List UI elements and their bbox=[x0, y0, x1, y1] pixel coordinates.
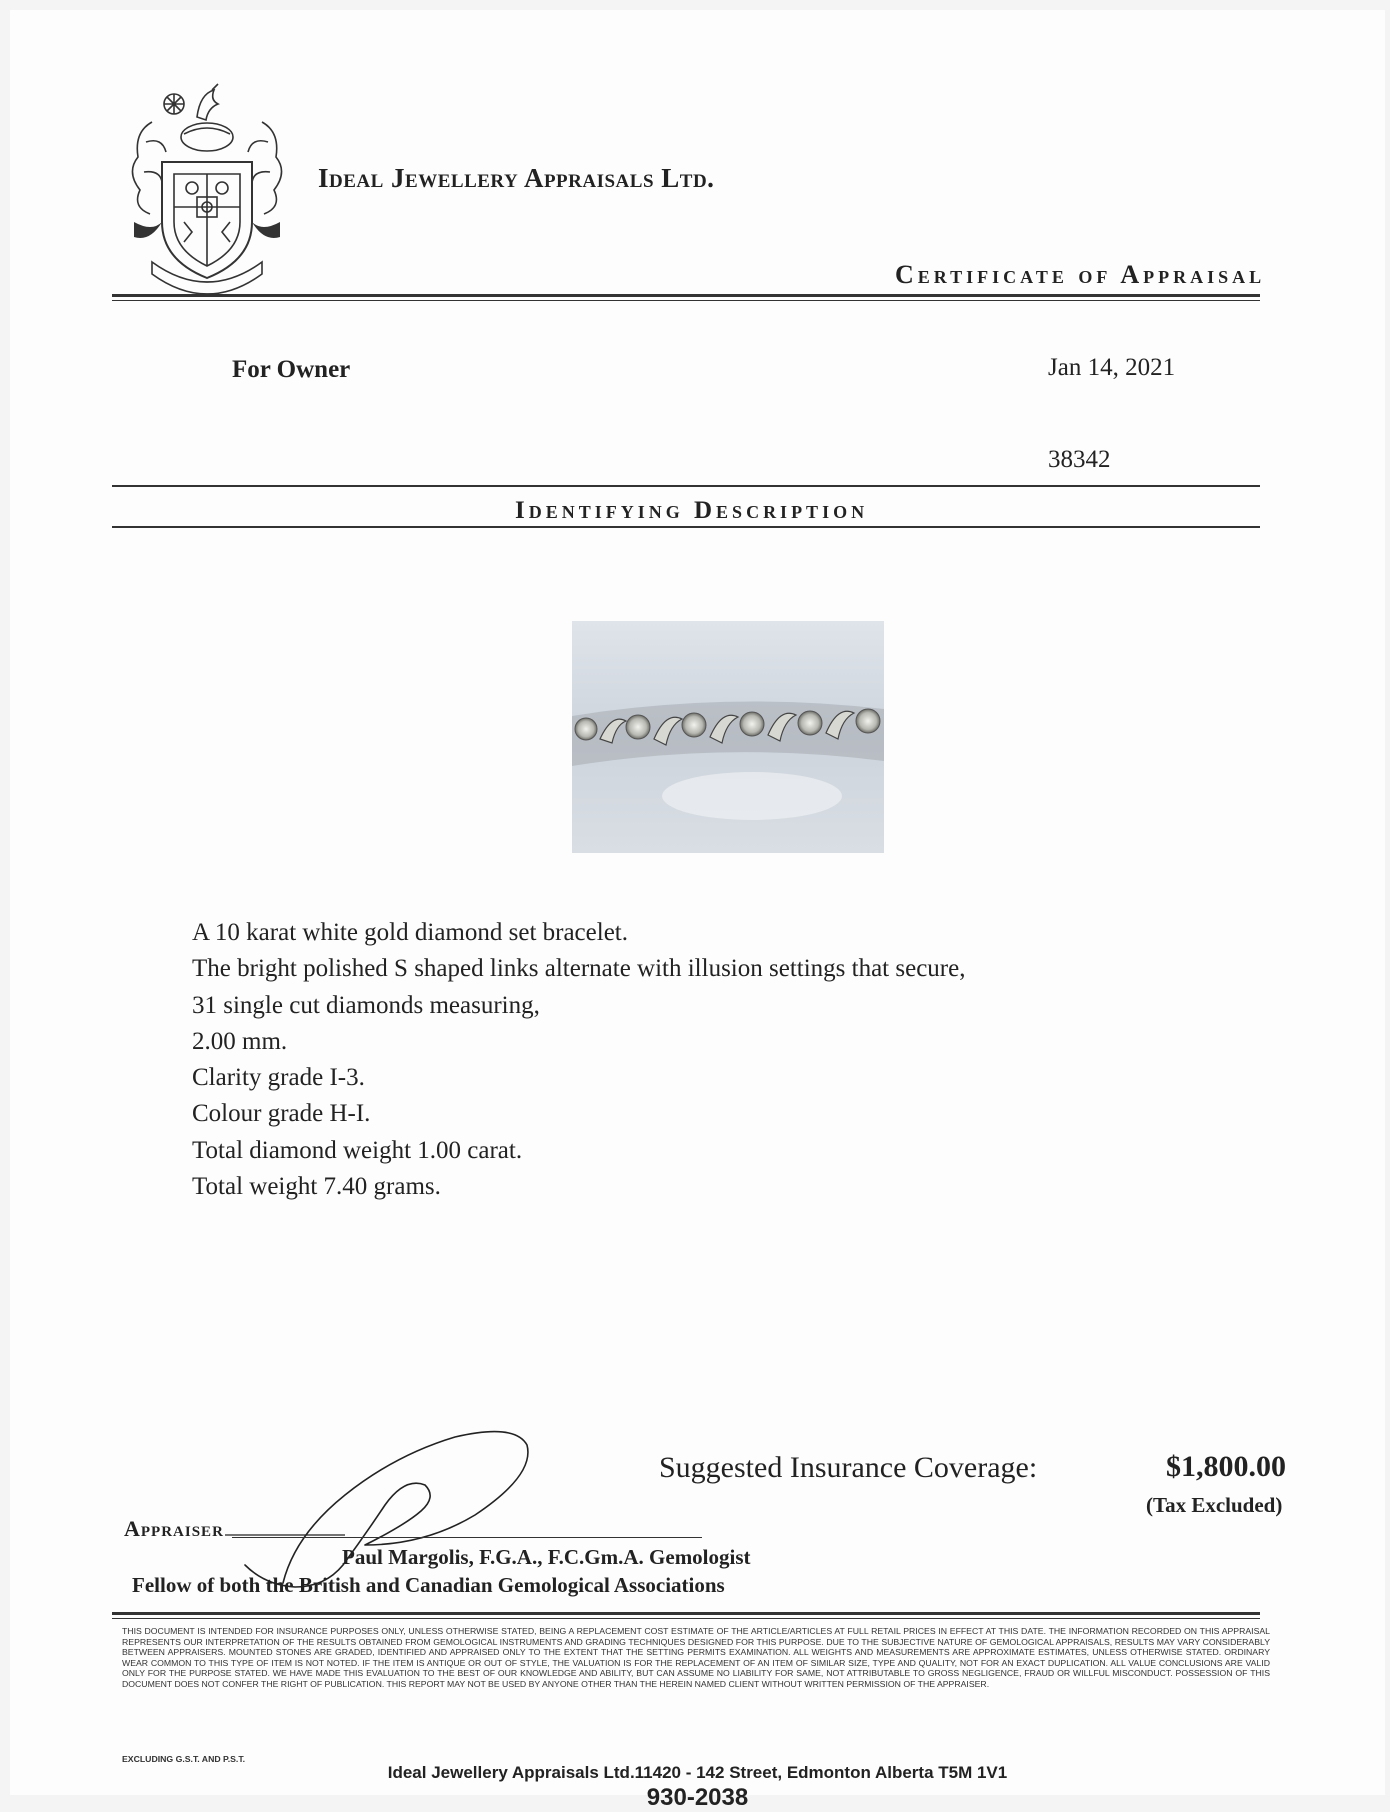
excluding-note: EXCLUDING G.S.T. AND P.S.T. bbox=[122, 1754, 246, 1764]
header-rule-thin bbox=[112, 300, 1260, 301]
appraiser-fellowship: Fellow of both the British and Canadian Gemological Associations bbox=[132, 1573, 725, 1597]
section-rule-top bbox=[112, 485, 1260, 487]
insurance-coverage-label: Suggested Insurance Coverage: bbox=[659, 1451, 1038, 1484]
insurance-coverage-value: $1,800.00 bbox=[1166, 1450, 1286, 1483]
recipient-label: For Owner bbox=[232, 356, 351, 383]
signature-line bbox=[232, 1537, 702, 1538]
appraiser-label: Appraiser bbox=[124, 1516, 224, 1541]
description-line: Clarity grade I-3. bbox=[192, 1064, 365, 1092]
document-title: Certificate of Appraisal bbox=[895, 260, 1266, 289]
appraiser-name: Paul Margolis, F.G.A., F.C.Gm.A. Gemologist bbox=[342, 1545, 751, 1569]
description-line: Total diamond weight 1.00 carat. bbox=[192, 1136, 523, 1164]
section-title: Identifying Description bbox=[515, 497, 869, 524]
heraldic-crest-icon bbox=[122, 82, 292, 297]
section-rule-bottom bbox=[112, 526, 1260, 528]
item-description bbox=[192, 915, 965, 1205]
appraisal-date: Jan 14, 2021 bbox=[1048, 354, 1176, 381]
company-name: Ideal Jewellery Appraisals Ltd. bbox=[318, 163, 715, 193]
header-rule-thick bbox=[112, 294, 1260, 297]
tax-note: (Tax Excluded) bbox=[1146, 1493, 1283, 1517]
bracelet-photo bbox=[572, 621, 884, 853]
description-line: The bright polished S shaped links alternate with illusion settings that secure, bbox=[192, 955, 966, 983]
disclaimer-text: THIS DOCUMENT IS INTENDED FOR INSURANCE PURPOSES ONLY, UNLESS OTHERWISE STATED, BEING A REPLACEMENT COST ESTIMATE OF THE ARTICLE/ARTICLES AT FULL RETAIL PRICES IN EFFECT AT THIS DATE. THE INFORMATION RECORDED ON THIS APPRAISAL REPRESENTS OUR INTERPRETATION OF THE RESULTS OBTAINED FROM GEMOLOGICAL INSTRUMENTS AND GRADING TECHNIQUES DESIGNED FOR THIS PURPOSE. DUE TO THE SUBJECTIVE NATURE OF GEMOLOGICAL APPRAISALS, RESULTS MAY VARY CONSIDERABLY BETWEEN APPRAISERS. MOUNTED STONES ARE GRADED, IDENTIFIED AND APPRAISED ONLY TO THE EXTENT THAT THE SETTING PERMITS EXAMINATION. ALL WEIGHTS AND MEASUREMENTS ARE APPROXIMATE ESTIMATES, UNLESS OTHERWISE STATED. ORDINARY WEAR COMMON TO THIS TYPE OF ITEM IS NOT NOTED. IF THE ITEM IS ANTIQUE OR OUT OF STYLE, THE VALUATION IS FOR THE REPLACEMENT OF AN ITEM OF SIMILAR SIZE, TYPE AND QUALITY, NOT FOR AN EXACT DUPLICATION. ALL VALUE CONCLUSIONS ARE VALID ONLY FOR THE PURPOSE STATED. WE HAVE MADE THIS EVALUATION TO THE BEST OF OUR KNOWLEDGE AND ABILITY, BUT CAN ASSUME NO LIABILITY FOR SAME, NOT ATTRIBUTABLE TO GROSS NEGLIGENCE, FRAUD OR WILLFUL MISCONDUCT. POSSESSION OF THIS DOCUMENT DOES NOT CONFER THE RIGHT OF PUBLICATION. THIS REPORT MAY NOT BE USED BY ANYONE OTHER THAN THE HEREIN NAMED CLIENT WITHOUT WRITTEN PERMISSION OF THE APPRAISER. bbox=[122, 1626, 1270, 1689]
company-address: Ideal Jewellery Appraisals Ltd.11420 - 142 Street, Edmonton Alberta T5M 1V1 bbox=[387, 1763, 1008, 1782]
reference-number: 38342 bbox=[1048, 446, 1111, 473]
description-line: Total weight 7.40 grams. bbox=[192, 1173, 441, 1201]
description-line: Colour grade H-I. bbox=[192, 1100, 371, 1128]
description-line: A 10 karat white gold diamond set bracelet. bbox=[192, 919, 628, 946]
appraisal-certificate bbox=[10, 10, 1385, 1811]
company-phone: 930-2038 bbox=[646, 1784, 749, 1811]
footer-rule-thick bbox=[112, 1612, 1260, 1615]
footer-rule-thin bbox=[112, 1618, 1260, 1619]
description-line: 31 single cut diamonds measuring, bbox=[192, 991, 540, 1019]
description-line: 2.00 mm. bbox=[192, 1027, 288, 1055]
